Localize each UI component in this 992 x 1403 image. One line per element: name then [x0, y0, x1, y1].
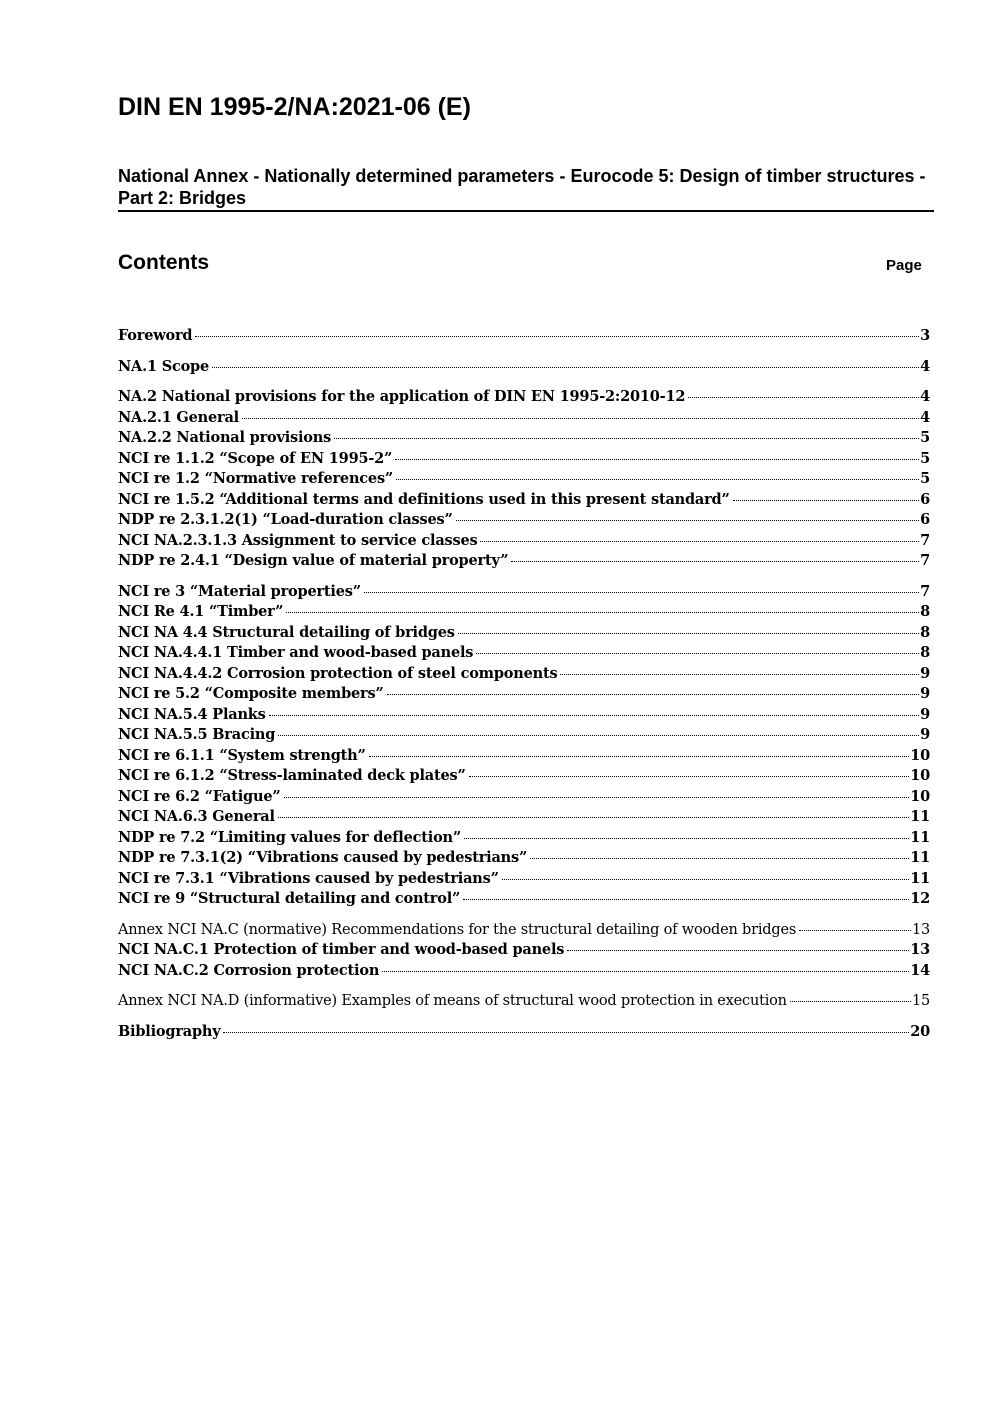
toc-entry[interactable]	[118, 326, 930, 347]
toc-entry-title: NCI re 6.1.1 “System strength”	[118, 746, 366, 764]
toc-entry-page: 10	[910, 787, 930, 805]
toc-entry[interactable]	[118, 510, 930, 531]
toc-entry-title: NCI NA.4.4.1 Timber and wood-based panels	[118, 644, 474, 661]
toc-entry-title: NA.1 Scope	[118, 357, 210, 375]
toc-dot-leader	[396, 479, 919, 480]
toc-dot-leader	[790, 1001, 911, 1002]
toc-dot-leader	[364, 592, 919, 593]
toc-dot-leader	[458, 633, 919, 634]
toc-dot-leader	[464, 838, 909, 839]
toc-entry[interactable]	[118, 664, 930, 685]
toc-dot-leader	[511, 561, 919, 562]
toc-entry-title: NCI re 1.2 “Normative references”	[118, 470, 394, 487]
toc-dot-leader	[387, 694, 920, 695]
toc-entry[interactable]	[118, 469, 930, 490]
toc-dot-leader	[278, 817, 909, 818]
toc-entry-page: 4	[920, 408, 930, 426]
toc-entry-title: NCI NA.C.2 Corrosion protection	[118, 961, 380, 979]
toc-dot-leader	[733, 500, 919, 501]
toc-entry-page: 13	[910, 941, 930, 958]
toc-dot-leader	[502, 879, 909, 880]
toc-entry-page: 14	[910, 961, 930, 979]
toc-dot-leader	[560, 674, 919, 675]
page-column-label: Page	[886, 257, 922, 274]
toc-entry-page: 10	[910, 767, 930, 784]
document-subtitle: National Annex - Nationally determined parameters - Eurocode 5: Design of timber structures - Part 2: Bridges	[118, 166, 926, 208]
toc-entry[interactable]	[118, 490, 930, 511]
toc-dot-leader	[369, 756, 910, 757]
toc-entry[interactable]	[118, 623, 930, 644]
toc-entry-title: NDP re 2.4.1 “Design value of material property”	[118, 552, 509, 569]
toc-dot-leader	[456, 520, 920, 521]
toc-entry[interactable]	[118, 787, 930, 808]
toc-entry-page: 9	[920, 705, 930, 723]
toc-dot-leader	[469, 776, 910, 777]
toc-entry-title: NCI re 9 “Structural detailing and control”	[118, 890, 461, 907]
toc-dot-leader	[688, 397, 919, 398]
toc-entry-page: 13	[911, 921, 930, 938]
toc-entry-page: 11	[910, 849, 930, 866]
toc-entry[interactable]	[118, 991, 930, 1012]
toc-entry-title: NDP re 2.3.1.2(1) “Load-duration classes”	[118, 511, 453, 528]
toc-entry-title: NCI re 7.3.1 “Vibrations caused by pedestrians”	[118, 869, 499, 887]
toc-entry-title: NCI NA.C.1 Protection of timber and wood-based panels	[118, 941, 565, 958]
toc-dot-leader	[530, 858, 909, 859]
toc-entry-page: 20	[910, 1022, 930, 1040]
toc-dot-leader	[269, 715, 919, 716]
toc-entry-page: 7	[920, 552, 930, 569]
toc-dot-leader	[334, 438, 919, 439]
toc-entry-page: 9	[920, 726, 930, 743]
toc-entry-page: 15	[911, 993, 930, 1009]
toc-entry-title: NA.2.1 General	[118, 408, 239, 426]
toc-entry[interactable]	[118, 531, 930, 552]
toc-entry-title: NCI NA.5.4 Planks	[118, 705, 266, 723]
toc-entry-title: NCI re 3 “Material properties”	[118, 582, 361, 600]
toc-entry[interactable]	[118, 387, 930, 408]
toc-entry-title: NCI Re 4.1 “Timber”	[118, 603, 284, 620]
toc-entry[interactable]	[118, 961, 930, 982]
toc-entry-title: Foreword	[118, 327, 193, 344]
toc-entry[interactable]	[118, 746, 930, 767]
toc-entry-page: 11	[910, 869, 930, 887]
toc-entry-page: 11	[910, 808, 930, 825]
subtitle-divider	[118, 210, 934, 212]
toc-dot-leader	[212, 367, 919, 368]
toc-dot-leader	[242, 418, 919, 419]
toc-entry-title: NCI re 1.5.2 “Additional terms and definitions used in this present standard”	[118, 490, 730, 508]
toc-dot-leader	[284, 797, 910, 798]
toc-entry[interactable]	[118, 705, 930, 726]
toc-entry-title: NCI NA.2.3.1.3 Assignment to service classes	[118, 531, 478, 549]
toc-dot-leader	[476, 653, 919, 654]
toc-entry[interactable]	[118, 1022, 930, 1043]
toc-dot-leader	[480, 541, 919, 542]
toc-entry[interactable]	[118, 725, 930, 746]
toc-entry-title: NCI NA.4.4.2 Corrosion protection of steel components	[118, 664, 558, 682]
toc-dot-leader	[286, 612, 919, 613]
toc-entry-page: 5	[920, 429, 930, 446]
toc-entry[interactable]	[118, 940, 930, 961]
toc-entry-title: NDP re 7.2 “Limiting values for deflection”	[118, 828, 462, 846]
toc-entry-title: NCI re 5.2 “Composite members”	[118, 685, 384, 702]
toc-entry[interactable]	[118, 807, 930, 828]
toc-entry-page: 3	[920, 327, 930, 344]
toc-entry-page: 7	[920, 582, 930, 600]
toc-entry-page: 7	[920, 531, 930, 549]
toc-entry[interactable]	[118, 643, 930, 664]
toc-entry-title: NCI re 6.1.2 “Stress-laminated deck plates”	[118, 767, 466, 784]
document-id-title: DIN EN 1995-2/NA:2021-06 (E)	[118, 93, 471, 121]
toc-entry-title: NCI re 6.2 “Fatigue”	[118, 787, 281, 805]
toc-entry-title: NA.2 National provisions for the application of DIN EN 1995-2:2010-12	[118, 388, 686, 405]
toc-entry-page: 9	[920, 685, 930, 702]
toc-entry-page: 6	[920, 490, 930, 508]
toc-entry-title: NCI NA 4.4 Structural detailing of bridges	[118, 623, 455, 641]
toc-entry[interactable]	[118, 408, 930, 429]
toc-entry-page: 8	[920, 623, 930, 641]
toc-dot-leader	[567, 950, 909, 951]
toc-entry[interactable]	[118, 766, 930, 787]
toc-dot-leader	[382, 971, 909, 972]
toc-entry-page: 6	[920, 511, 930, 528]
toc-dot-leader	[195, 336, 919, 337]
toc-entry[interactable]	[118, 889, 930, 910]
toc-dot-leader	[278, 735, 919, 736]
toc-entry-page: 11	[910, 828, 930, 846]
toc-entry-title: NA.2.2 National provisions	[118, 429, 332, 446]
toc-entry-page: 12	[910, 890, 930, 907]
toc-entry-page: 4	[920, 388, 930, 405]
toc-entry-page: 4	[920, 357, 930, 375]
toc-entry[interactable]	[118, 848, 930, 869]
toc-entry[interactable]	[118, 449, 930, 470]
contents-heading: Contents	[118, 251, 209, 274]
toc-entry-title: Annex NCI NA.D (informative) Examples of means of structural wood protection in execution	[118, 993, 787, 1009]
toc-entry[interactable]	[118, 602, 930, 623]
toc-dot-leader	[395, 459, 919, 460]
toc-entry-title: NCI NA.6.3 General	[118, 808, 275, 825]
toc-entry-title: NCI re 1.1.2 “Scope of EN 1995-2”	[118, 449, 393, 467]
toc-entry[interactable]	[118, 357, 930, 378]
toc-entry-title: NCI NA.5.5 Bracing	[118, 726, 276, 743]
toc-dot-leader	[463, 899, 909, 900]
toc-entry-page: 5	[920, 449, 930, 467]
toc-entry[interactable]	[118, 582, 930, 603]
toc-entry-page: 10	[910, 746, 930, 764]
toc-entry-title: Annex NCI NA.C (normative) Recommendations for the structural detailing of wooden bridges	[118, 921, 797, 938]
toc-entry[interactable]	[118, 869, 930, 890]
toc-entry[interactable]	[118, 828, 930, 849]
toc-entry-title: NDP re 7.3.1(2) “Vibrations caused by pedestrians”	[118, 849, 528, 866]
toc-entry-page: 8	[920, 644, 930, 661]
toc-entry[interactable]	[118, 920, 930, 941]
toc-entry[interactable]	[118, 684, 930, 705]
toc-entry[interactable]	[118, 428, 930, 449]
toc-entry-page: 9	[920, 664, 930, 682]
toc-entry-page: 8	[920, 603, 930, 620]
toc-entry[interactable]	[118, 551, 930, 572]
toc-dot-leader	[223, 1032, 909, 1033]
toc-entry-page: 5	[920, 470, 930, 487]
table-of-contents	[118, 326, 930, 1042]
toc-dot-leader	[799, 930, 911, 931]
toc-entry-title: Bibliography	[118, 1022, 221, 1040]
